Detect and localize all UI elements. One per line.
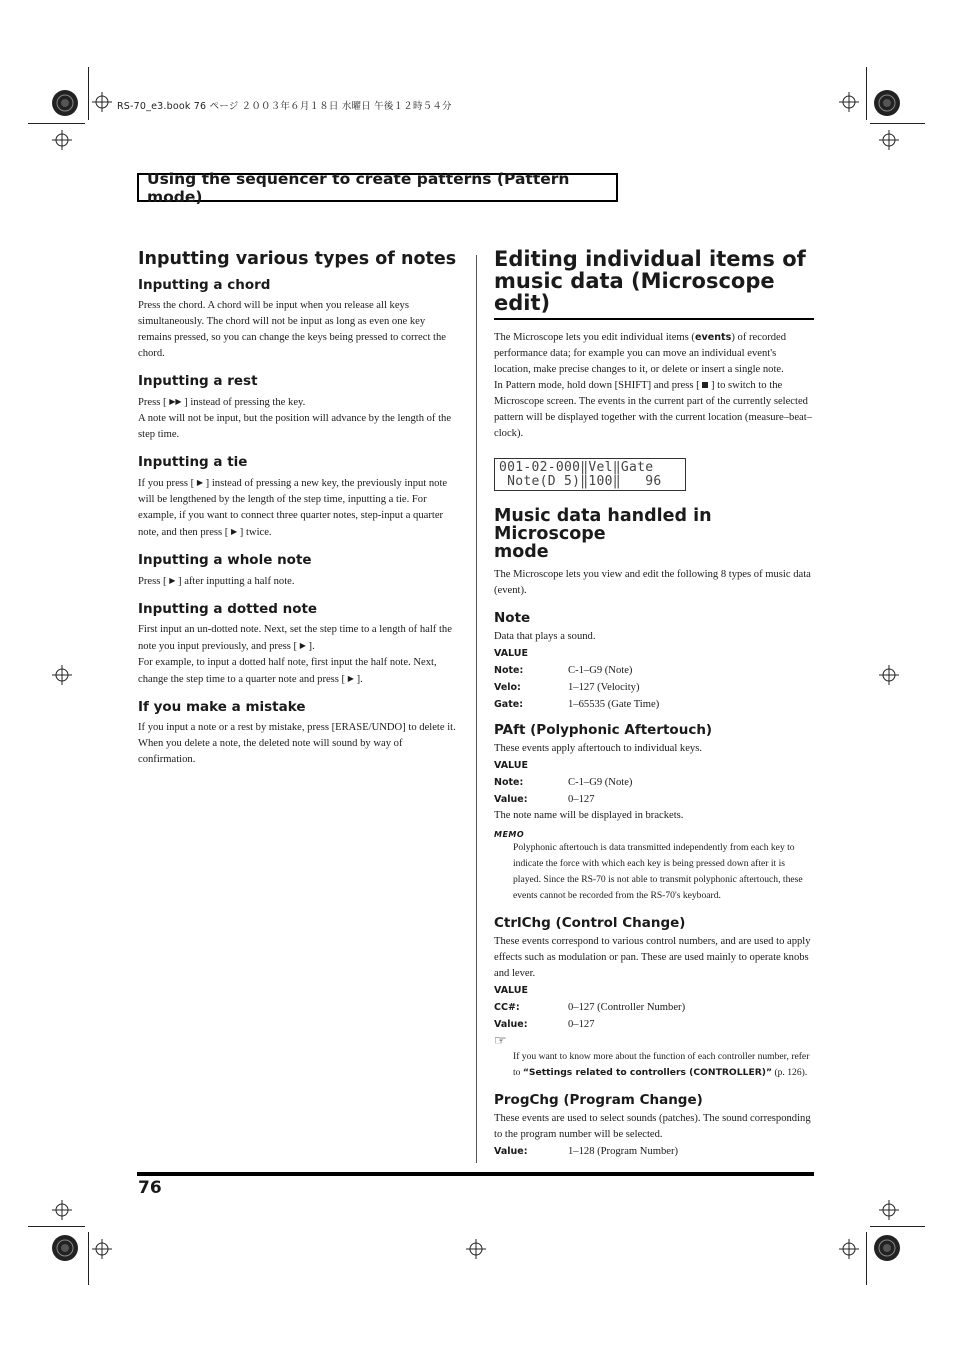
value-label: VALUE <box>494 760 528 771</box>
music-data-title-line-2: mode <box>494 542 549 562</box>
crop-line <box>866 67 867 120</box>
reference-text <box>513 1049 814 1081</box>
value-key: Value: <box>494 1146 528 1157</box>
text-fragment: ] instead of pressing the key. <box>184 397 306 408</box>
lcd-line-1: 001-02-000‖Vel‖Gate <box>499 460 654 475</box>
memo-label: MEMO <box>494 830 525 839</box>
crosshair-target-icon <box>466 1239 486 1259</box>
mistake-heading: If you make a mistake <box>138 699 306 715</box>
stop-icon <box>702 382 708 388</box>
value-text: C-1–G9 (Note) <box>568 665 633 676</box>
note-heading: Note <box>494 610 531 626</box>
dotted-text-2 <box>138 655 458 688</box>
tie-text <box>138 475 458 541</box>
crop-line <box>28 1226 85 1227</box>
value-key: Note: <box>494 665 524 676</box>
registration-mark-icon <box>50 88 80 118</box>
music-data-title <box>494 507 814 561</box>
rest-heading: Inputting a rest <box>138 373 258 389</box>
play-icon: ▶ <box>169 576 176 585</box>
paft-after: The note name will be displayed in brackets. <box>494 810 684 821</box>
registration-mark-icon <box>872 1233 902 1263</box>
value-row <box>494 774 814 791</box>
value-row <box>494 1016 814 1033</box>
text-fragment: ]. <box>308 641 315 652</box>
crop-line <box>88 1232 89 1285</box>
crop-line <box>88 67 89 120</box>
crosshair-target-icon <box>839 92 859 112</box>
crop-line <box>870 1226 925 1227</box>
value-text: C-1–G9 (Note) <box>568 777 633 788</box>
play-icon: ▶ <box>299 641 306 650</box>
value-row <box>494 791 814 808</box>
chord-text: Press the chord. A chord will be input when you release all keys simultaneously. The chord will not be input as long as even one key remains pressed, so you can change the keys being pressed to correct the chord. <box>138 300 446 359</box>
reference-note <box>494 1049 814 1081</box>
left-title: Inputting various types of notes <box>138 249 457 269</box>
value-row <box>494 999 814 1016</box>
text-fragment: ] instead of pressing a new key, the previously input note will be lengthened by the length of the step time, inputting a tie. For example, if you want to connect three quarter notes, step-input a quarter note, and then press [ <box>138 478 448 538</box>
right-column <box>494 248 814 1160</box>
note-desc: Data that plays a sound. <box>494 631 596 642</box>
dotted-heading: Inputting a dotted note <box>138 601 318 617</box>
value-key: Velo: <box>494 682 521 693</box>
text-fragment: events <box>694 332 732 343</box>
value-text: 0–127 (Controller Number) <box>568 1002 686 1013</box>
paft-desc: These events apply aftertouch to individual keys. <box>494 743 702 754</box>
footer-rule <box>137 1172 814 1176</box>
text-fragment: First input an un-dotted note. Next, set the step time to a length of half the note you input previously, and press [ <box>138 624 452 652</box>
microscope-title <box>494 248 814 320</box>
value-label: VALUE <box>494 648 528 659</box>
section-header: Using the sequencer to create patterns (Pattern mode) <box>137 173 618 202</box>
microscope-title-line-1: Editing individual items of <box>494 247 806 271</box>
chord-heading: Inputting a chord <box>138 277 271 293</box>
dotted-text-1 <box>138 622 458 655</box>
value-text: 0–127 <box>568 794 595 805</box>
text-fragment: ] to switch to the Microscope screen. The events in the current part of the currently selected pattern will be displayed together with the current location (measure–beat–clock). <box>494 380 812 439</box>
crosshair-target-icon <box>52 1200 72 1220</box>
text-fragment: The Microscope lets you edit individual items ( <box>494 332 695 343</box>
memo-icon <box>494 830 814 840</box>
text-fragment: For example, to input a dotted half note, first input the half note. Next, change the step time to a quarter note and press [ <box>138 657 437 685</box>
prog-heading: ProgChg (Program Change) <box>494 1092 703 1108</box>
text-fragment: (p. 126). <box>772 1067 808 1078</box>
value-text: 1–127 (Velocity) <box>568 682 640 693</box>
lcd-display <box>494 458 686 491</box>
text-fragment: ]. <box>356 674 363 685</box>
crop-line <box>866 1232 867 1285</box>
column-divider <box>476 255 477 1163</box>
play-icon: ▶ <box>347 674 354 683</box>
registration-mark-icon <box>872 88 902 118</box>
registration-mark-icon <box>50 1233 80 1263</box>
ctrl-heading: CtrlChg (Control Change) <box>494 915 686 931</box>
fast-forward-icon: ▶▶ <box>169 397 182 406</box>
crosshair-target-icon <box>879 665 899 685</box>
print-slug: RS-70_e3.book 76 ページ ２００３年６月１８日 水曜日 午後１２時５４分 <box>117 101 452 112</box>
ctrl-desc: These events correspond to various control numbers, and are used to apply effects such as modulation or pan. These are used mainly to operate knobs and lever. <box>494 936 811 979</box>
value-text: 0–127 <box>568 1019 595 1030</box>
microscope-title-line-2: music data (Microscope edit) <box>494 269 775 315</box>
crosshair-target-icon <box>52 130 72 150</box>
crosshair-target-icon <box>92 1239 112 1259</box>
crosshair-target-icon <box>92 92 112 112</box>
text-fragment: Press [ <box>138 397 167 408</box>
value-key: Value: <box>494 794 528 805</box>
value-text: 1–65535 (Gate Time) <box>568 699 660 710</box>
pointing-hand-icon: ☞ <box>494 1034 507 1049</box>
text-fragment: ] twice. <box>239 527 272 538</box>
crosshair-target-icon <box>52 665 72 685</box>
rest-text-2: A note will not be input, but the position will advance by the length of the step time. <box>138 413 452 440</box>
text-fragment: If you press [ <box>138 478 195 489</box>
value-key: Value: <box>494 1019 528 1030</box>
text-fragment: If you want to know more about the function of each controller number, refer to <box>513 1051 810 1078</box>
crop-line <box>870 123 925 124</box>
left-column <box>138 248 458 768</box>
memo-text: Polyphonic aftertouch is data transmitted independently from each key to indicate the force with which each key is being pressed down after it is played. Since the RS-70 is not able to transmit polyphonic aftertouch, these events cannot be recorded from the RS-70's keyboard. <box>513 842 803 901</box>
prog-desc: These events are used to select sounds (patches). The sound corresponding to the program number will be selected. <box>494 1113 811 1140</box>
lcd-line-2: Note(D 5)‖100‖ 96 <box>499 474 662 489</box>
value-row <box>494 679 814 696</box>
value-key: Note: <box>494 777 524 788</box>
page-number: 76 <box>138 1178 162 1198</box>
play-icon: ▶ <box>196 478 204 487</box>
value-label: VALUE <box>494 985 528 996</box>
whole-text <box>138 573 458 590</box>
value-row <box>494 1143 814 1160</box>
play-icon: ▶ <box>230 527 238 536</box>
value-key: Gate: <box>494 699 523 710</box>
mistake-text: If you input a note or a rest by mistake, press [ERASE/UNDO] to delete it. When you delete a note, the deleted note will sound by way of confirmation. <box>138 722 456 765</box>
music-data-title-line-1: Music data handled in Microscope <box>494 506 712 544</box>
rest-text-1 <box>138 394 458 411</box>
text-fragment: Press [ <box>138 576 167 587</box>
value-row <box>494 696 814 713</box>
memo-note <box>494 840 814 904</box>
intro-text-2 <box>494 378 814 442</box>
music-data-intro: The Microscope lets you view and edit the following 8 types of music data (event). <box>494 569 811 596</box>
crosshair-target-icon <box>839 1239 859 1259</box>
text-fragment: In Pattern mode, hold down [SHIFT] and press [ <box>494 380 700 391</box>
value-key: CC#: <box>494 1002 520 1013</box>
crop-line <box>28 123 85 124</box>
text-fragment: ] after inputting a half note. <box>178 576 295 587</box>
intro-text <box>494 330 814 378</box>
text-fragment: “Settings related to controllers (CONTROLLER)” <box>522 1067 773 1078</box>
tie-heading: Inputting a tie <box>138 454 248 470</box>
value-row <box>494 662 814 679</box>
crosshair-target-icon <box>879 130 899 150</box>
crosshair-target-icon <box>879 1200 899 1220</box>
value-text: 1–128 (Program Number) <box>568 1146 679 1157</box>
text-fragment: ) of recorded performance data; for example you can move an individual event's location, make precise changes to it, or delete or insert a single note. <box>494 332 787 375</box>
whole-heading: Inputting a whole note <box>138 552 312 568</box>
paft-heading: PAft (Polyphonic Aftertouch) <box>494 722 713 738</box>
